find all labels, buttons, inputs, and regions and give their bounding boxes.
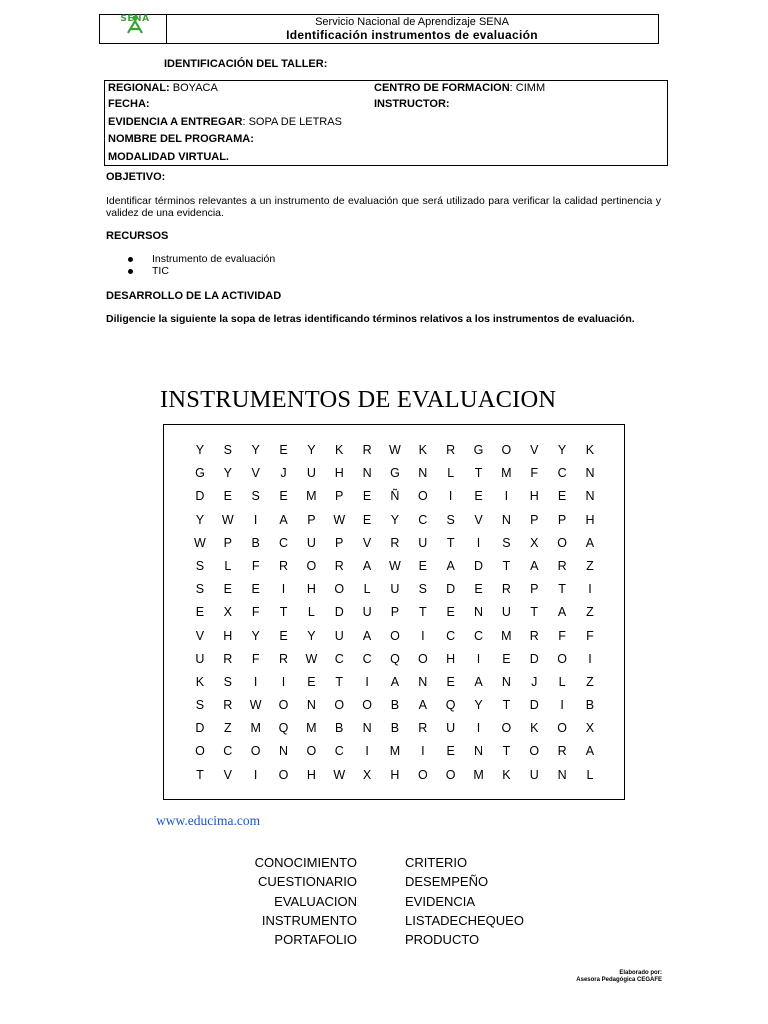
wordsearch-letter: A	[474, 674, 483, 689]
document-header	[99, 14, 659, 44]
wordsearch-letter: Z	[586, 558, 594, 573]
wordsearch-letter: K	[418, 443, 427, 457]
wordsearch-letter: S	[195, 558, 205, 573]
footer-line: Elaborado por:	[619, 970, 662, 976]
wordsearch-letter: O	[334, 698, 345, 713]
wordsearch-letter: F	[530, 466, 539, 481]
term-item: PORTAFOLIO	[274, 932, 357, 948]
wordsearch-letter: U	[446, 721, 456, 736]
wordsearch-letter: R	[278, 651, 289, 666]
wordsearch-letter: A	[390, 674, 400, 689]
wordsearch-letter: I	[253, 512, 258, 527]
wordsearch-letter: I	[448, 489, 453, 504]
wordsearch-letter: E	[446, 674, 455, 689]
wordsearch-letter: R	[334, 558, 344, 573]
workshop-info-table	[104, 80, 668, 166]
recurso-item	[106, 265, 275, 277]
wordsearch-letter: I	[365, 744, 369, 759]
wordsearch-letter: X	[362, 767, 372, 782]
wordsearch-letter: H	[446, 651, 456, 666]
wordsearch-letter: V	[223, 767, 232, 782]
wordsearch-letter: F	[251, 605, 260, 620]
wordsearch-letter: A	[530, 558, 539, 573]
evidencia-value: : SOPA DE LETRAS	[242, 116, 342, 128]
wordsearch-letter: W	[249, 698, 262, 713]
wordsearch-letter: R	[278, 558, 289, 573]
wordsearch-letter: Y	[557, 443, 567, 457]
wordsearch-letter: P	[557, 512, 567, 527]
source-link[interactable]: www.educima.com	[156, 813, 261, 828]
wordsearch-letter: C	[446, 628, 456, 643]
wordsearch-letter: D	[195, 489, 205, 504]
wordsearch-letter: U	[306, 466, 316, 481]
wordsearch-letter: C	[334, 651, 344, 666]
wordsearch-letter: W	[389, 558, 401, 573]
wordsearch-letter: S	[223, 674, 232, 689]
wordsearch-letter: G	[195, 466, 205, 481]
wordsearch-letter: I	[476, 535, 481, 550]
wordsearch-letter: T	[502, 698, 511, 713]
wordsearch-letter: N	[585, 489, 595, 504]
wordsearch-letter: K	[530, 721, 539, 736]
fecha-label: FECHA:	[108, 98, 150, 110]
wordsearch-letter: N	[418, 466, 428, 481]
desarrollo-text: Diligencie la siguiente la sopa de letras identificando términos relativos a los instrumentos de evaluación.	[106, 313, 635, 325]
term-item: LISTADECHEQUEO	[405, 912, 524, 928]
objetivo-title: OBJETIVO:	[106, 171, 166, 183]
wordsearch-letter: O	[334, 582, 345, 597]
wordsearch-letter: F	[558, 628, 566, 643]
wordsearch-letter: D	[529, 698, 539, 713]
term-item: CRITERIO	[405, 855, 468, 870]
wordsearch-letter: U	[390, 582, 400, 597]
centro-label: CENTRO DE FORMACION	[374, 82, 510, 94]
wordsearch-letter: U	[334, 628, 344, 643]
wordsearch-letter: G	[473, 443, 484, 457]
wordsearch-letter: T	[558, 582, 566, 597]
instructor-row	[374, 98, 450, 115]
wordsearch-letter: C	[334, 744, 344, 759]
wordsearch-letter: I	[476, 651, 481, 666]
centro-value: : CIMM	[509, 82, 546, 94]
wordsearch-row	[186, 578, 604, 601]
wordsearch-letter: I	[365, 674, 369, 689]
wordsearch-letter: B	[335, 721, 344, 736]
wordsearch-row	[186, 555, 604, 578]
wordsearch-title: INSTRUMENTOS DE EVALUACION	[160, 386, 557, 413]
wordsearch-letter: S	[446, 512, 455, 527]
wordsearch-letter: E	[279, 489, 288, 504]
wordsearch-letter: E	[251, 582, 260, 597]
wordsearch-letter: N	[362, 466, 372, 481]
wordsearch-letter: E	[446, 605, 455, 620]
wordsearch-letter: C	[223, 744, 233, 759]
wordsearch-row	[186, 625, 604, 648]
wordsearch-letter: R	[557, 558, 567, 573]
bullet-icon	[128, 257, 133, 262]
wordsearch-letter: E	[223, 582, 232, 597]
wordsearch-letter: R	[446, 443, 456, 457]
wordsearch-letter: D	[529, 651, 539, 666]
wordsearch-letter: W	[333, 767, 346, 782]
wordsearch-grid	[186, 439, 604, 787]
wordsearch-row	[186, 764, 604, 787]
wordsearch-letter: M	[250, 721, 261, 736]
wordsearch-row	[186, 601, 604, 624]
recursos-title: RECURSOS	[106, 230, 169, 242]
wordsearch-letter: O	[557, 535, 567, 550]
wordsearch-letter: E	[223, 489, 232, 504]
institution-name: Servicio Nacional de Aprendizaje SENA	[315, 16, 509, 28]
wordsearch-letter: A	[585, 535, 595, 550]
wordsearch-letter: F	[586, 628, 594, 643]
wordsearch-letter: X	[530, 535, 539, 550]
wordsearch-letter: Y	[195, 512, 205, 527]
fecha-row	[108, 98, 150, 115]
wordsearch-letter: R	[418, 721, 428, 736]
wordsearch-letter: O	[529, 744, 540, 759]
wordsearch-letter: R	[557, 744, 567, 759]
wordsearch-row	[186, 694, 604, 717]
recurso-item-label: Instrumento de evaluación	[152, 253, 276, 265]
wordsearch-letter: E	[362, 489, 372, 504]
wordsearch-letter: R	[390, 535, 400, 550]
wordsearch-letter: N	[278, 744, 289, 759]
wordsearch-letter: Z	[586, 605, 594, 620]
wordsearch-letter: P	[335, 489, 344, 504]
wordsearch-letter: M	[473, 767, 484, 782]
wordsearch-letter: S	[223, 443, 232, 457]
wordsearch-letter: E	[474, 582, 483, 597]
regional-row	[108, 82, 218, 99]
regional-value: BOYACA	[169, 82, 218, 94]
wordsearch-letter: U	[529, 767, 539, 782]
wordsearch-letter: N	[474, 744, 484, 759]
wordsearch-letter: I	[421, 628, 425, 643]
wordsearch-letter: I	[281, 674, 286, 689]
wordsearch-letter: M	[306, 721, 317, 736]
wordsearch-letter: C	[474, 628, 484, 643]
wordsearch-letter: T	[279, 605, 288, 620]
logo-cell	[100, 15, 167, 43]
wordsearch-letter: L	[307, 605, 315, 620]
term-item: CONOCIMIENTO	[254, 855, 357, 870]
wordsearch-letter: B	[251, 535, 260, 550]
wordsearch-letter: M	[501, 628, 512, 643]
wordsearch-letter: T	[474, 466, 483, 481]
instructor-label: INSTRUCTOR:	[374, 98, 450, 110]
term-item: INSTRUMENTO	[261, 912, 357, 928]
terms-left-column	[200, 853, 357, 949]
wordsearch-letter: O	[390, 628, 400, 643]
wordsearch-letter: I	[504, 489, 509, 504]
logo-text: SENA	[120, 14, 150, 24]
wordsearch-letter: O	[417, 767, 428, 782]
wordsearch-letter: O	[445, 767, 456, 782]
wordsearch-row	[186, 740, 604, 763]
wordsearch-letter: I	[253, 767, 258, 782]
wordsearch-letter: H	[306, 767, 316, 782]
wordsearch-letter: H	[223, 628, 233, 643]
wordsearch-letter: D	[334, 605, 344, 620]
evidencia-row	[108, 116, 342, 133]
wordsearch-letter: E	[279, 628, 288, 643]
wordsearch-letter: N	[501, 512, 511, 527]
recurso-item	[106, 253, 275, 265]
wordsearch-letter: K	[335, 443, 344, 457]
wordsearch-letter: K	[585, 443, 595, 457]
wordsearch-letter: L	[363, 582, 371, 597]
wordsearch-letter: T	[196, 767, 204, 782]
centro-row	[374, 82, 545, 99]
wordsearch-letter: V	[251, 466, 260, 481]
wordsearch-letter: O	[195, 744, 205, 759]
evidencia-label: EVIDENCIA A ENTREGAR	[108, 116, 243, 128]
wordsearch-letter: V	[362, 535, 372, 550]
wordsearch-letter: L	[586, 767, 594, 782]
wordsearch-letter: S	[195, 698, 205, 713]
wordsearch-letter: M	[306, 489, 317, 504]
wordsearch-row	[186, 439, 604, 462]
term-item: PRODUCTO	[405, 932, 480, 948]
wordsearch-letter: O	[362, 698, 372, 713]
term-item: CUESTIONARIO	[258, 874, 357, 890]
wordsearch-letter: D	[474, 558, 484, 573]
wordsearch-letter: K	[502, 767, 511, 782]
wordsearch-letter: O	[417, 651, 428, 666]
wordsearch-letter: O	[306, 744, 317, 759]
wordsearch-letter: O	[250, 744, 261, 759]
wordsearch-letter: I	[253, 674, 258, 689]
wordsearch-letter: T	[502, 558, 511, 573]
workshop-id-title: IDENTIFICACIÓN DEL TALLER:	[164, 58, 328, 70]
wordsearch-letter: C	[557, 466, 567, 481]
wordsearch-letter: T	[502, 744, 511, 759]
document-title: Identificación instrumentos de evaluación	[286, 28, 538, 42]
wordsearch-letter: A	[585, 744, 595, 759]
wordsearch-letter: S	[195, 582, 205, 597]
wordsearch-letter: C	[362, 651, 372, 666]
wordsearch-letter: Z	[586, 674, 594, 689]
programa-label: NOMBRE DEL PROGRAMA:	[108, 133, 254, 145]
footer-credit	[540, 970, 662, 984]
wordsearch-letter: T	[335, 674, 344, 689]
term-item: DESEMPEÑO	[405, 874, 489, 890]
wordsearch-letter: E	[474, 489, 483, 504]
wordsearch-letter: A	[362, 558, 372, 573]
wordsearch-letter: L	[224, 558, 232, 573]
wordsearch-letter: A	[557, 605, 567, 620]
regional-label: REGIONAL:	[108, 82, 170, 94]
wordsearch-letter: D	[446, 582, 456, 597]
wordsearch-letter: H	[529, 489, 539, 504]
wordsearch-letter: F	[251, 651, 260, 666]
wordsearch-letter: K	[195, 674, 205, 689]
objetivo-text: Identificar términos relevantes a un instrumento de evaluación que será utilizado para verificar la calidad pertinencia y validez de una evidencia.	[106, 195, 661, 219]
wordsearch-letter: H	[390, 767, 400, 782]
wordsearch-letter: R	[223, 698, 233, 713]
wordsearch-letter: E	[307, 674, 316, 689]
wordsearch-letter: Y	[307, 628, 316, 643]
wordsearch-letter: Q	[445, 698, 456, 713]
wordsearch-letter: A	[279, 512, 288, 527]
wordsearch-letter: X	[585, 721, 595, 736]
wordsearch-letter: E	[195, 605, 205, 620]
wordsearch-letter: W	[221, 512, 234, 527]
wordsearch-letter: H	[306, 582, 316, 597]
wordsearch-letter: O	[278, 767, 289, 782]
wordsearch-row	[186, 648, 604, 671]
recursos-list	[106, 253, 275, 277]
wordsearch-letter: L	[447, 466, 455, 481]
wordsearch-letter: W	[389, 443, 401, 457]
wordsearch-letter: Z	[223, 721, 232, 736]
wordsearch-letter: D	[195, 721, 205, 736]
wordsearch-letter: X	[223, 605, 232, 620]
wordsearch-letter: C	[278, 535, 289, 550]
wordsearch-letter: O	[557, 721, 567, 736]
wordsearch-letter: G	[390, 466, 400, 481]
wordsearch-letter: P	[307, 512, 316, 527]
wordsearch-letter: U	[195, 651, 205, 666]
wordsearch-letter: O	[306, 558, 317, 573]
bullet-icon	[128, 269, 133, 274]
wordsearch-letter: H	[334, 466, 344, 481]
footer-line: Asesora Pedagógica CEGAFE	[576, 977, 662, 983]
wordsearch-letter: E	[557, 489, 567, 504]
wordsearch-row	[186, 509, 604, 532]
modalidad-row	[108, 151, 229, 168]
wordsearch-letter: N	[501, 674, 511, 689]
wordsearch-letter: V	[195, 628, 205, 643]
term-item: EVIDENCIA	[405, 893, 476, 909]
wordsearch-letter: F	[251, 558, 260, 573]
recurso-item-label: TIC	[152, 265, 169, 277]
wordsearch-box	[163, 424, 625, 800]
wordsearch-letter: E	[279, 443, 288, 457]
wordsearch-letter: P	[223, 535, 232, 550]
wordsearch-letter: B	[390, 698, 400, 713]
wordsearch-letter: N	[474, 605, 484, 620]
wordsearch-letter: T	[418, 605, 427, 620]
wordsearch-letter: S	[502, 535, 511, 550]
wordsearch-letter: U	[501, 605, 511, 620]
wordsearch-letter: W	[305, 651, 318, 666]
wordsearch-letter: U	[362, 605, 372, 620]
wordsearch-row	[186, 671, 604, 694]
wordsearch-letter: Q	[390, 651, 400, 666]
wordsearch-letter: S	[418, 582, 427, 597]
wordsearch-letter: Y	[390, 512, 400, 527]
wordsearch-letter: B	[585, 698, 595, 713]
wordsearch-row	[186, 532, 604, 555]
wordsearch-letter: P	[530, 512, 539, 527]
wordsearch-letter: O	[557, 651, 567, 666]
wordsearch-letter: O	[278, 698, 289, 713]
wordsearch-letter: J	[280, 466, 287, 481]
wordsearch-letter: V	[530, 443, 539, 457]
wordsearch-letter: T	[530, 605, 539, 620]
wordsearch-letter: E	[446, 744, 455, 759]
wordsearch-letter: V	[474, 512, 483, 527]
programa-row	[108, 133, 254, 150]
wordsearch-letter: N	[557, 767, 567, 782]
wordsearch-letter: N	[418, 674, 428, 689]
wordsearch-letter: C	[418, 512, 428, 527]
wordsearch-letter: E	[418, 558, 427, 573]
wordsearch-letter: Y	[251, 443, 260, 457]
wordsearch-letter: N	[306, 698, 316, 713]
wordsearch-row	[186, 462, 604, 485]
wordsearch-letter: U	[306, 535, 316, 550]
wordsearch-letter: P	[335, 535, 344, 550]
wordsearch-letter: R	[362, 443, 372, 457]
wordsearch-letter: R	[501, 582, 511, 597]
wordsearch-letter: T	[446, 535, 455, 550]
wordsearch-letter: P	[530, 582, 539, 597]
wordsearch-letter: I	[476, 721, 481, 736]
wordsearch-letter: W	[333, 512, 346, 527]
wordsearch-letter: Ñ	[390, 489, 400, 504]
wordsearch-row	[186, 717, 604, 740]
terms-right-column	[405, 853, 605, 949]
wordsearch-letter: I	[588, 582, 592, 597]
wordsearch-letter: A	[446, 558, 455, 573]
wordsearch-letter: Y	[223, 466, 232, 481]
wordsearch-letter: M	[501, 466, 512, 481]
wordsearch-letter: Y	[195, 443, 205, 457]
wordsearch-letter: U	[418, 535, 428, 550]
wordsearch-letter: R	[529, 628, 539, 643]
term-item: EVALUACION	[274, 893, 357, 909]
wordsearch-letter: I	[281, 582, 286, 597]
wordsearch-letter: E	[502, 651, 511, 666]
wordsearch-letter: S	[251, 489, 260, 504]
wordsearch-row	[186, 485, 604, 508]
wordsearch-letter: N	[362, 721, 372, 736]
wordsearch-letter: L	[558, 674, 566, 689]
wordsearch-letter: A	[362, 628, 372, 643]
wordsearch-letter: P	[390, 605, 400, 620]
wordsearch-letter: I	[588, 651, 592, 666]
wordsearch-letter: I	[421, 744, 425, 759]
modalidad-label: MODALIDAD VIRTUAL.	[108, 151, 229, 163]
wordsearch-letter: R	[223, 651, 233, 666]
wordsearch-letter: I	[560, 698, 564, 713]
wordsearch-letter: H	[585, 512, 595, 527]
wordsearch-letter: M	[389, 744, 401, 759]
wordsearch-letter: B	[390, 721, 400, 736]
wordsearch-letter: O	[417, 489, 428, 504]
wordsearch-letter: A	[418, 698, 427, 713]
wordsearch-letter: J	[531, 674, 538, 689]
desarrollo-title: DESARROLLO DE LA ACTIVIDAD	[106, 290, 282, 302]
wordsearch-letter: E	[362, 512, 372, 527]
wordsearch-letter: O	[501, 443, 512, 457]
wordsearch-letter: Y	[474, 698, 483, 713]
wordsearch-letter: W	[194, 535, 206, 550]
wordsearch-letter: N	[585, 466, 595, 481]
sena-logo	[117, 13, 153, 43]
wordsearch-letter: O	[501, 721, 512, 736]
wordsearch-letter: Y	[307, 443, 316, 457]
wordsearch-letter: Q	[278, 721, 289, 736]
wordsearch-letter: Y	[251, 628, 260, 643]
